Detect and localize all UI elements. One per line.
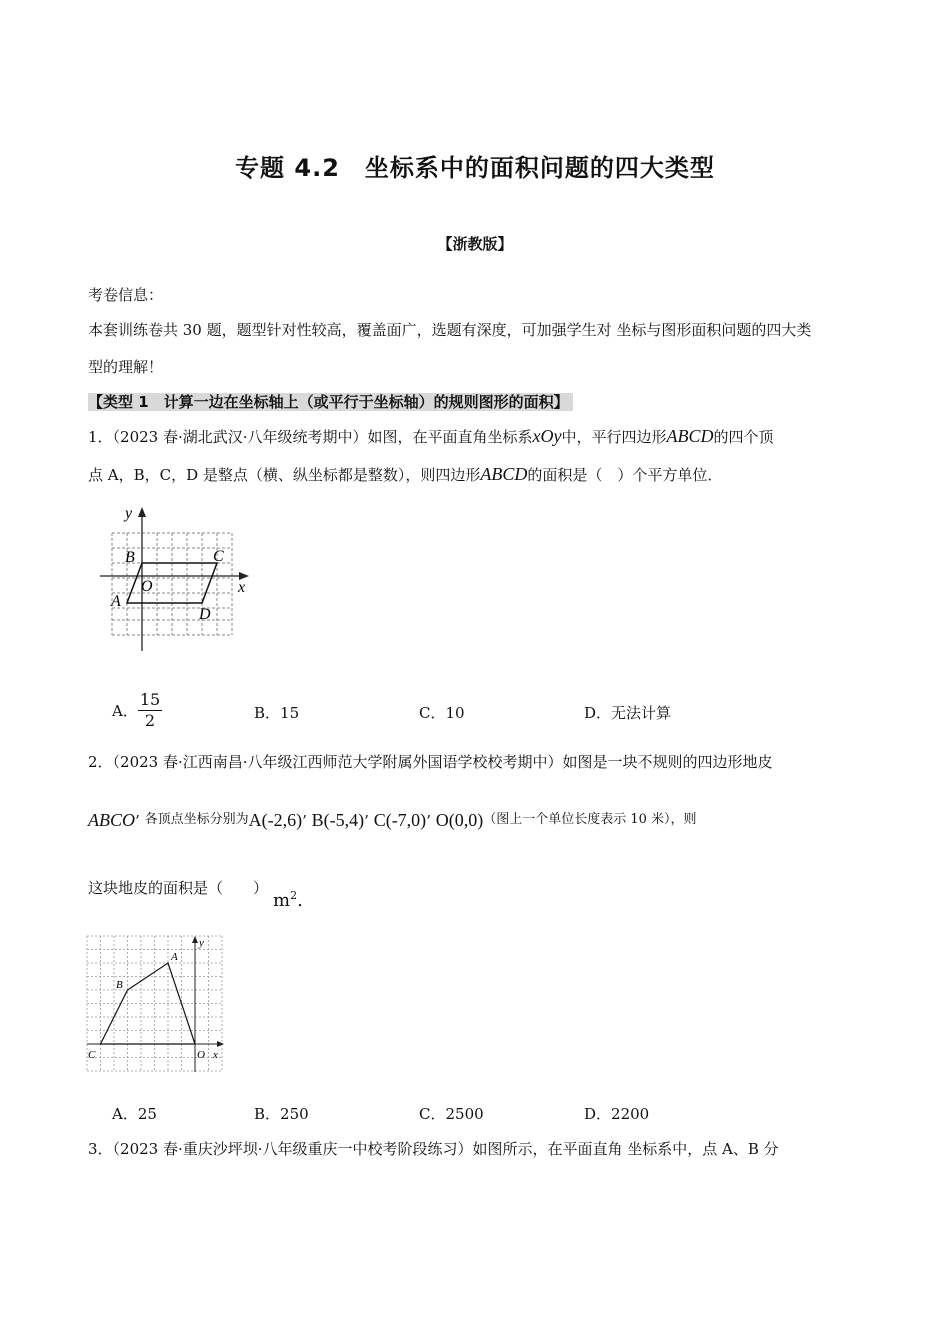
q1-line1 xyxy=(88,425,774,448)
q1-line2 xyxy=(88,463,722,486)
q2-point-c: C(-7,0) xyxy=(373,810,427,830)
q1-text-e: 的面积是（ ）个平方单位． xyxy=(527,466,723,484)
q1-x-axis-label: x xyxy=(238,579,246,596)
edition-label: 【浙教版】 xyxy=(437,235,513,253)
q2-label-c: C xyxy=(88,1049,96,1061)
q2-option-a[interactable]: A．25 xyxy=(112,1105,157,1123)
q1-label-o: O xyxy=(141,578,153,595)
q2-unit-exponent: 2 xyxy=(290,889,298,902)
q2-label-o: O xyxy=(197,1049,205,1061)
q2-x-axis-label: x xyxy=(213,1049,218,1061)
q2-option-c[interactable]: C．2500 xyxy=(419,1105,484,1123)
q1-option-d[interactable]: D．无法计算 xyxy=(584,704,672,722)
q1-option-b[interactable]: B．15 xyxy=(254,704,300,722)
q1-label-d: D xyxy=(199,606,211,623)
q2-line3 xyxy=(88,877,268,899)
q1-text-d: 点 A，B，C，D 是整点（横、纵坐标都是整数），则四边形 xyxy=(88,466,481,484)
q1-label-c: C xyxy=(213,548,224,565)
q2-line2: ABCO’ 各顶点坐标分别为A(-2,6)’ B(-5,4)’ C(-7,0)’ O(0,0)（图上一个单位长度表示 10 米），则 xyxy=(88,810,697,830)
q1-label-a: A xyxy=(111,593,121,610)
info-text-line1: 本套训练卷共 30 题，题型针对性较高，覆盖面广，选题有深度，可加强学生对 坐标与图形面积问题的四大类 xyxy=(88,321,812,339)
type-1-header: 【类型 1 计算一边在坐标轴上（或平行于坐标轴）的规则图形的面积】 xyxy=(88,393,573,411)
q2-point-a: A(-2,6) xyxy=(248,810,303,830)
q1-option-a[interactable] xyxy=(112,690,162,731)
q2-shape-name: ABCO xyxy=(88,810,135,830)
q2-line1: 2．（2023 春·江西南昌·八年级江西师范大学附属外国语学校校考期中）如图是一块不规则的四边形地皮 xyxy=(88,753,773,771)
fraction-denominator: 2 xyxy=(144,711,156,730)
q3-line1: 3．（2023 春·重庆沙坪坝·八年级重庆一中校考阶段练习）如图所示，在平面直角 坐标系中，点 A、B 分 xyxy=(88,1140,779,1158)
info-text-line2: 型的理解！ xyxy=(88,358,164,376)
q2-y-axis-label: y xyxy=(199,937,204,949)
q2-point-b: B(-5,4) xyxy=(311,810,365,830)
q2-text-b: （图上一个单位长度表示 10 米），则 xyxy=(483,812,697,827)
q2-unit: $m^2$. xyxy=(273,889,303,911)
q2-point-o: O(0,0) xyxy=(435,810,484,830)
q1-label-b: B xyxy=(125,549,135,566)
q2-text-c: 这块地皮的面积是（ ） xyxy=(88,879,269,897)
q1-shape-name-2: ABCD xyxy=(480,464,528,484)
q1-coord-system: xOy xyxy=(532,426,562,446)
q2-figure xyxy=(85,934,227,1076)
q1-shape-name: ABCD xyxy=(666,426,714,446)
q1-y-axis-label: y xyxy=(125,505,133,522)
q1-text-b: 中，平行四边形 xyxy=(561,428,667,446)
q2-label-a: A xyxy=(171,951,178,963)
q1-text-a: 1．（2023 春·湖北武汉·八年级统考期中）如图，在平面直角坐标系 xyxy=(88,428,533,446)
q2-option-d[interactable]: D．2200 xyxy=(584,1105,650,1123)
info-label: 考卷信息： xyxy=(88,286,164,304)
q2-unit-base: m xyxy=(273,890,291,911)
q1-text-c: 的四个顶 xyxy=(713,428,774,446)
q1-figure xyxy=(95,503,255,653)
q1-option-a-label: A． xyxy=(112,702,138,720)
q2-label-b: B xyxy=(116,979,123,991)
q2-option-b[interactable]: B．250 xyxy=(254,1105,309,1123)
q1-option-a-fraction xyxy=(138,690,162,731)
page-title: 专题 4.2 坐标系中的面积问题的四大类型 xyxy=(235,154,715,182)
fraction-numerator: 15 xyxy=(139,690,161,709)
q2-text-a: 各顶点坐标分别为 xyxy=(144,812,249,827)
q1-option-c[interactable]: C．10 xyxy=(419,704,465,722)
